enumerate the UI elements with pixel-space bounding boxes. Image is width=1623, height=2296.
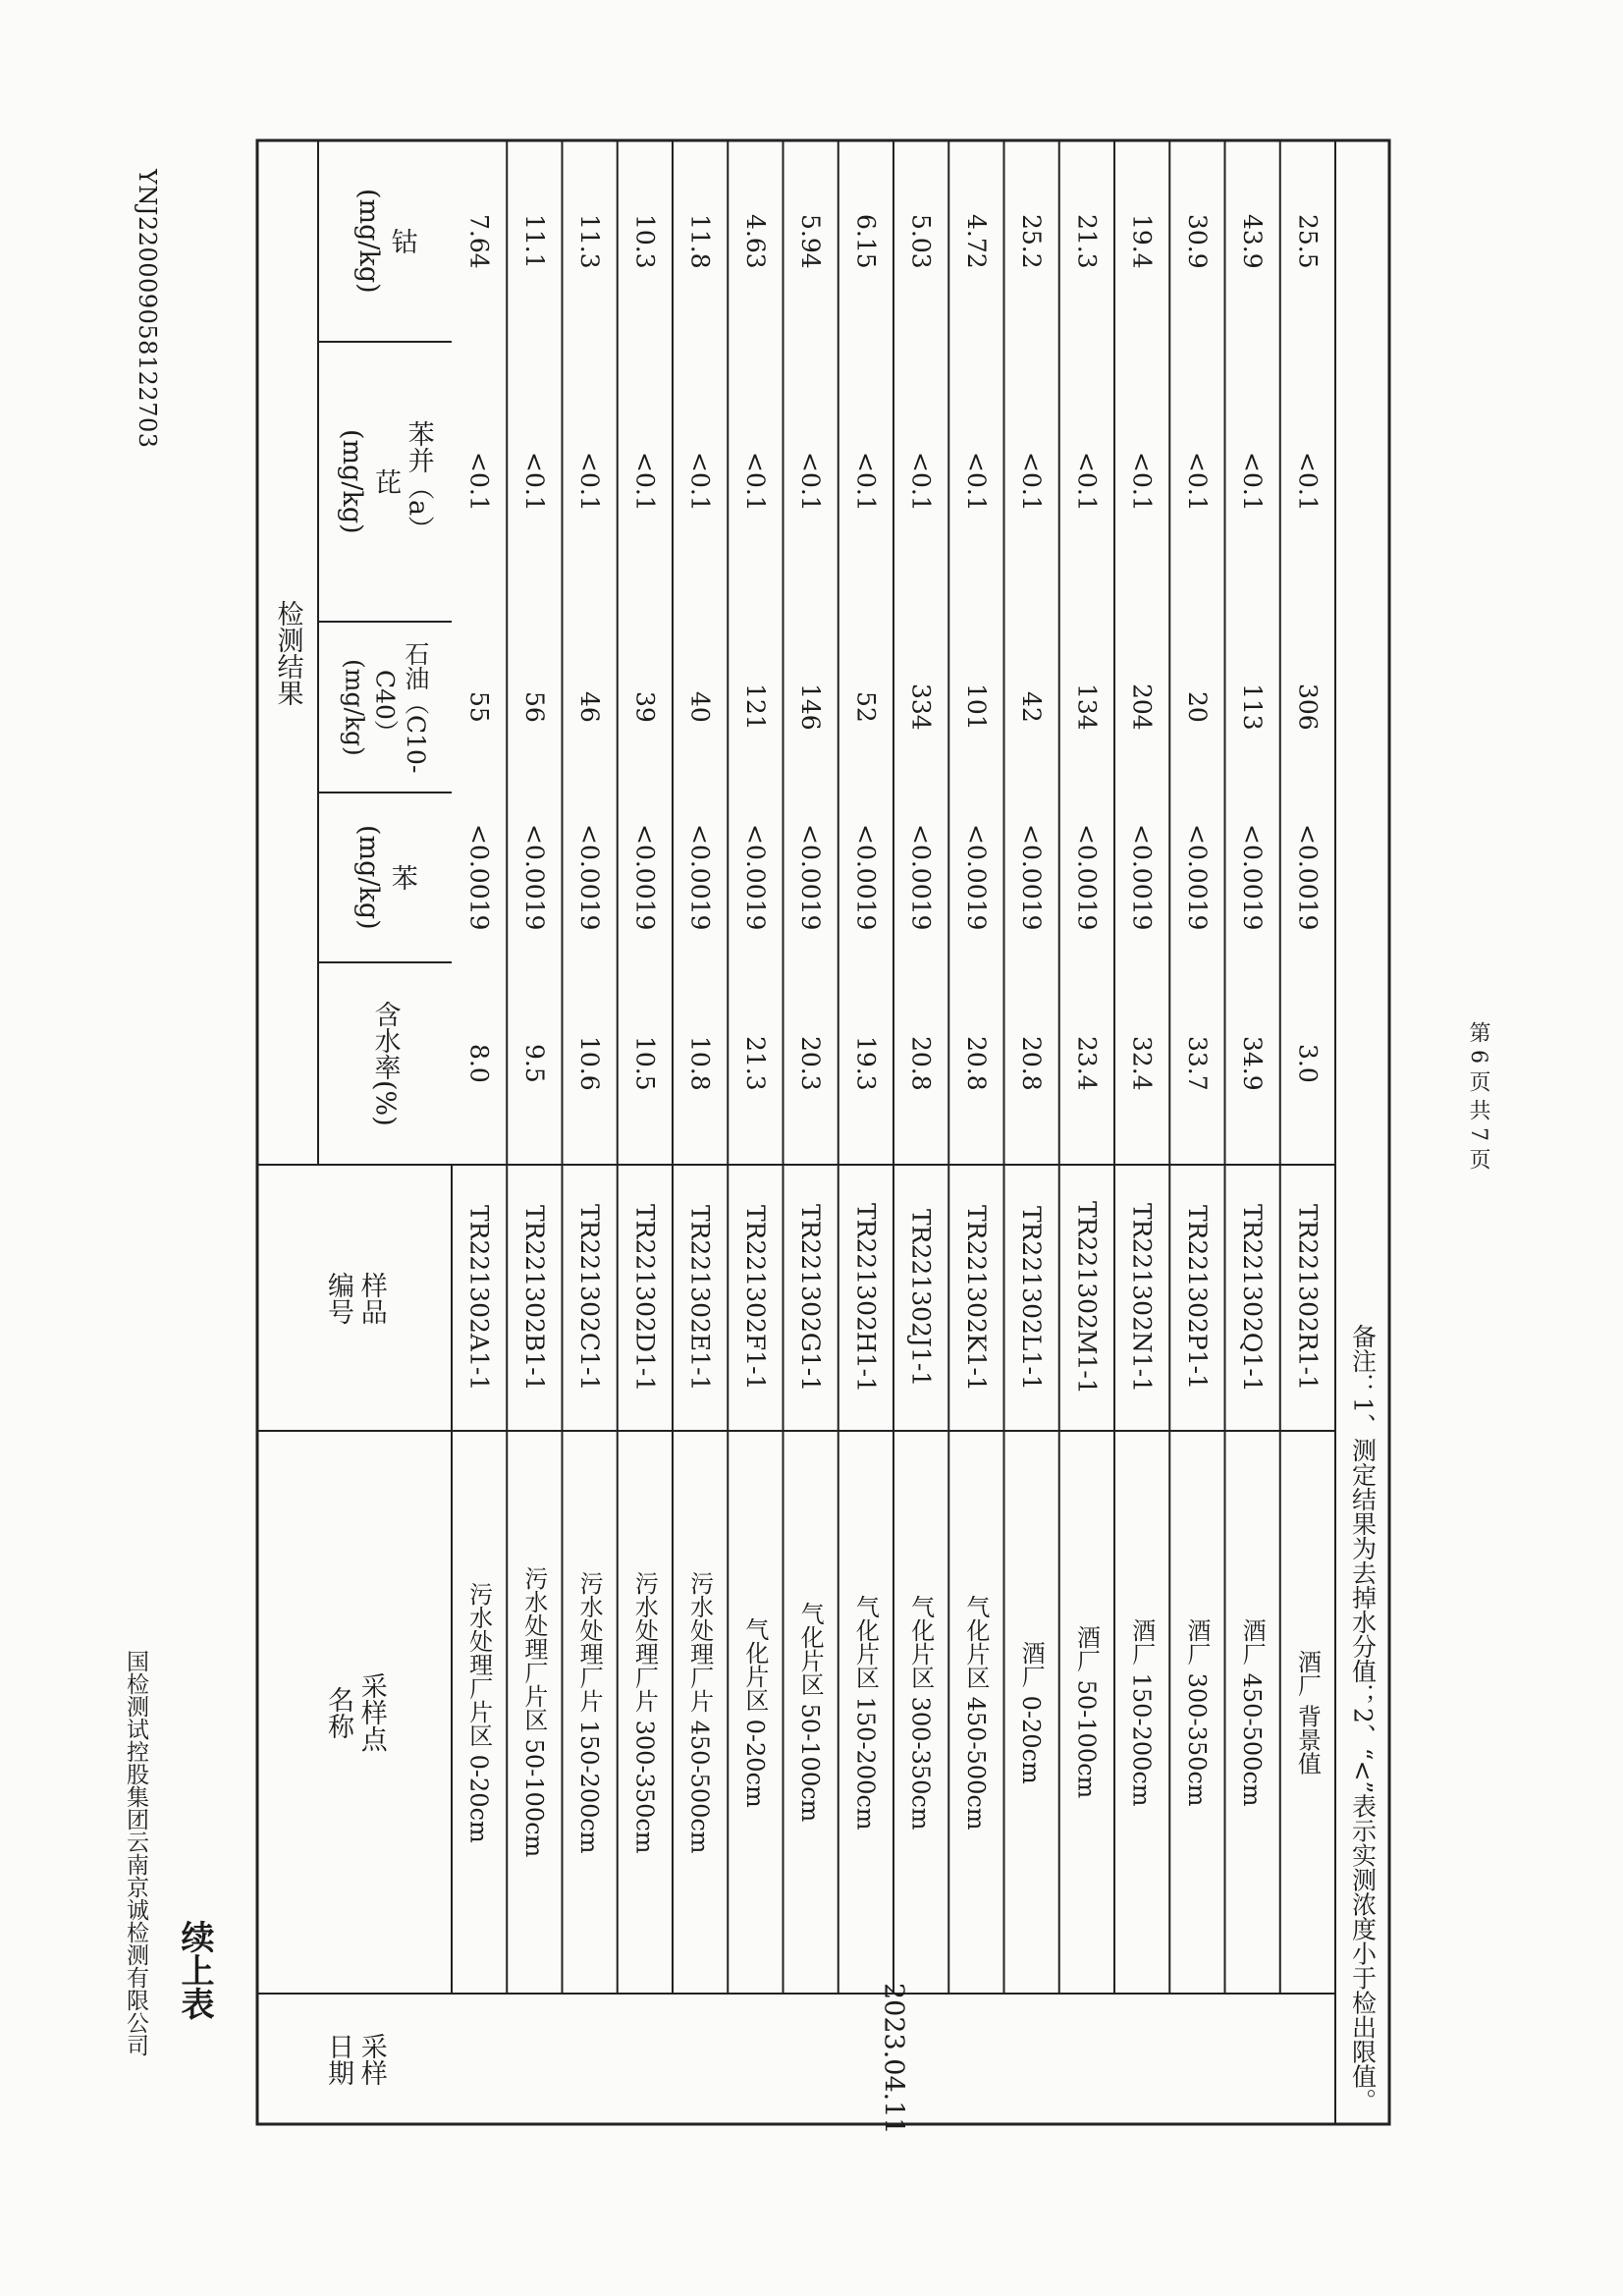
benzo-a-pyrene-cell: <0.1 [906, 452, 936, 512]
benzo-a-pyrene-cell: <0.1 [851, 452, 881, 512]
benzene-cell: <0.0019 [1127, 824, 1157, 931]
benzene-cell: <0.0019 [796, 824, 826, 931]
petroleum-cell: 334 [906, 683, 936, 731]
cobalt-cell: 11.8 [685, 213, 715, 269]
cobalt-cell: 30.9 [1182, 213, 1212, 269]
water-content-cell: 20.3 [796, 1036, 826, 1091]
water-content-cell: 10.6 [575, 1036, 605, 1091]
water-content-cell: 8.0 [464, 1044, 494, 1083]
cobalt-cell: 10.3 [630, 213, 660, 269]
sampling-point-cell: 酒厂 450-500cm [1238, 1617, 1267, 1807]
benzene-cell: <0.0019 [740, 824, 770, 931]
benzo-a-pyrene-cell: <0.1 [1238, 452, 1268, 512]
cobalt-cell: 25.2 [1017, 213, 1047, 269]
water-content-cell: 20.8 [961, 1036, 991, 1091]
sample-id-cell: TR221302J1-1 [906, 1208, 936, 1388]
petroleum-cell: 20 [1182, 691, 1212, 723]
petroleum-cell: 52 [851, 691, 881, 723]
sampling-point-cell: 气化片区 300-350cm [906, 1594, 935, 1831]
benzo-a-pyrene-cell: <0.1 [630, 452, 660, 512]
benzene-cell: <0.0019 [1072, 824, 1102, 931]
report-number: YNJ220009058122703 [134, 169, 161, 449]
petroleum-cell: 204 [1127, 683, 1157, 731]
petroleum-cell: 121 [740, 683, 770, 731]
cobalt-cell: 21.3 [1072, 213, 1102, 269]
benzene-cell: <0.0019 [906, 824, 936, 931]
cobalt-cell: 4.72 [961, 213, 991, 269]
header-water-content: 含水率(%) [369, 1001, 401, 1126]
benzene-cell: <0.0019 [851, 824, 881, 931]
cobalt-cell: 5.03 [906, 213, 936, 269]
cobalt-cell: 6.15 [851, 213, 881, 269]
benzene-cell: <0.0019 [1293, 824, 1323, 931]
company-name: 国检测试控股集团云南京诚检测有限公司 [123, 1650, 148, 2056]
benzo-a-pyrene-cell: <0.1 [519, 452, 549, 512]
header-sampling-point: 采样点 名称 [323, 1672, 387, 1752]
petroleum-cell: 39 [630, 691, 660, 723]
sample-id-cell: TR221302A1-1 [464, 1204, 494, 1392]
sample-id-cell: TR221302H1-1 [851, 1203, 881, 1393]
benzo-a-pyrene-cell: <0.1 [685, 452, 715, 512]
sampling-point-cell: 酒厂 50-100cm [1072, 1625, 1101, 1799]
sample-id-cell: TR221302M1-1 [1072, 1201, 1102, 1394]
header-benzo-a-pyrene: 苯并（a） 芘 (mg/kg) [337, 420, 434, 543]
benzene-cell: <0.0019 [575, 824, 605, 931]
benzene-cell: <0.0019 [1017, 824, 1047, 931]
sampling-point-cell: 污水处理厂片 300-350cm [630, 1570, 659, 1854]
page-footer: 第 6 页 共 7 页 [1466, 1021, 1490, 1170]
benzo-a-pyrene-cell: <0.1 [1072, 452, 1102, 512]
sampling-point-cell: 污水处理厂片 150-200cm [575, 1570, 604, 1854]
water-content-cell: 10.8 [685, 1036, 715, 1091]
water-content-cell: 21.3 [740, 1036, 770, 1091]
sample-id-cell: TR221302N1-1 [1127, 1202, 1157, 1394]
cobalt-cell: 4.63 [740, 213, 770, 269]
sample-id-cell: TR221302D1-1 [630, 1203, 660, 1393]
sample-id-cell: TR221302F1-1 [740, 1205, 770, 1391]
sampling-point-cell: 污水处理厂片 450-500cm [685, 1570, 714, 1854]
sampling-point-cell: 污水处理厂片区 0-20cm [464, 1581, 493, 1843]
header-benzene: 苯 (mg/kg) [353, 825, 417, 930]
benzene-cell: <0.0019 [685, 824, 715, 931]
benzo-a-pyrene-cell: <0.1 [1293, 452, 1323, 512]
sample-id-cell: TR221302L1-1 [1017, 1205, 1047, 1391]
water-content-cell: 9.5 [519, 1044, 549, 1083]
continued-table-label: 续上表 [175, 1920, 214, 2020]
petroleum-cell: 146 [796, 683, 826, 731]
sample-id-cell: TR221302R1-1 [1293, 1204, 1323, 1392]
header-sample-id: 样品 编号 [323, 1271, 387, 1325]
cobalt-cell: 5.94 [796, 213, 826, 269]
benzene-cell: <0.0019 [464, 824, 494, 931]
benzene-cell: <0.0019 [630, 824, 660, 931]
petroleum-cell: 42 [1017, 691, 1047, 723]
petroleum-cell: 56 [519, 691, 549, 723]
petroleum-cell: 46 [575, 691, 605, 723]
header-petroleum: 石油（C10-C40） (mg/kg) [340, 640, 430, 774]
header-sampling-date: 采样 日期 [323, 2032, 387, 2086]
sampling-point-cell: 气化片区 50-100cm [796, 1602, 825, 1823]
sampling-point-cell: 酒厂 背景值 [1293, 1649, 1322, 1776]
sampling-point-cell: 酒厂 300-350cm [1182, 1617, 1211, 1807]
sampling-point-cell: 酒厂 150-200cm [1127, 1617, 1156, 1807]
benzene-cell: <0.0019 [1182, 824, 1212, 931]
benzo-a-pyrene-cell: <0.1 [464, 452, 494, 512]
water-content-cell: 34.9 [1238, 1036, 1268, 1091]
sample-id-cell: TR221302P1-1 [1182, 1205, 1212, 1391]
sample-id-cell: TR221302Q1-1 [1238, 1203, 1268, 1393]
sample-id-cell: TR221302G1-1 [796, 1203, 826, 1393]
cobalt-cell: 11.1 [519, 213, 549, 269]
benzene-cell: <0.0019 [961, 824, 991, 931]
sampling-point-cell: 气化片区 150-200cm [851, 1594, 880, 1831]
benzene-cell: <0.0019 [519, 824, 549, 931]
water-content-cell: 33.7 [1182, 1036, 1212, 1091]
cobalt-cell: 19.4 [1127, 213, 1157, 269]
sampling-point-cell: 气化片区 0-20cm [740, 1616, 769, 1808]
benzene-cell: <0.0019 [1238, 824, 1268, 931]
water-content-cell: 20.8 [1017, 1036, 1047, 1091]
sampling-date: 2023.04.11 [878, 1983, 909, 2135]
sampling-point-cell: 污水处理厂片区 50-100cm [519, 1566, 548, 1858]
benzo-a-pyrene-cell: <0.1 [575, 452, 605, 512]
petroleum-cell: 40 [685, 691, 715, 723]
water-content-cell: 23.4 [1072, 1036, 1102, 1091]
cobalt-cell: 25.5 [1293, 213, 1323, 269]
water-content-cell: 19.3 [851, 1036, 881, 1091]
water-content-cell: 20.8 [906, 1036, 936, 1091]
sample-id-cell: TR221302C1-1 [575, 1204, 605, 1392]
header-cobalt: 钴 (mg/kg) [353, 189, 417, 294]
water-content-cell: 10.5 [630, 1036, 660, 1091]
petroleum-cell: 55 [464, 691, 494, 723]
petroleum-cell: 134 [1072, 683, 1102, 731]
benzo-a-pyrene-cell: <0.1 [796, 452, 826, 512]
benzo-a-pyrene-cell: <0.1 [961, 452, 991, 512]
footnote: 备注：1、测定结果为去掉水分值；2、“<”表示实测浓度小于检出限值。 [1348, 1323, 1378, 2112]
petroleum-cell: 101 [961, 683, 991, 731]
water-content-cell: 3.0 [1293, 1044, 1323, 1083]
sample-id-cell: TR221302K1-1 [961, 1204, 991, 1392]
cobalt-cell: 43.9 [1238, 213, 1268, 269]
benzo-a-pyrene-cell: <0.1 [740, 452, 770, 512]
sample-id-cell: TR221302E1-1 [685, 1204, 715, 1392]
cobalt-cell: 7.64 [464, 213, 494, 269]
sampling-point-cell: 气化片区 450-500cm [961, 1594, 990, 1831]
sampling-point-cell: 酒厂 0-20cm [1017, 1640, 1046, 1784]
sample-id-cell: TR221302B1-1 [519, 1204, 549, 1392]
water-content-cell: 32.4 [1127, 1036, 1157, 1091]
petroleum-cell: 306 [1293, 683, 1323, 731]
benzo-a-pyrene-cell: <0.1 [1127, 452, 1157, 512]
header-results: 检测结果 [272, 599, 303, 706]
benzo-a-pyrene-cell: <0.1 [1182, 452, 1212, 512]
benzo-a-pyrene-cell: <0.1 [1017, 452, 1047, 512]
cobalt-cell: 11.3 [575, 213, 605, 269]
petroleum-cell: 113 [1238, 683, 1268, 731]
